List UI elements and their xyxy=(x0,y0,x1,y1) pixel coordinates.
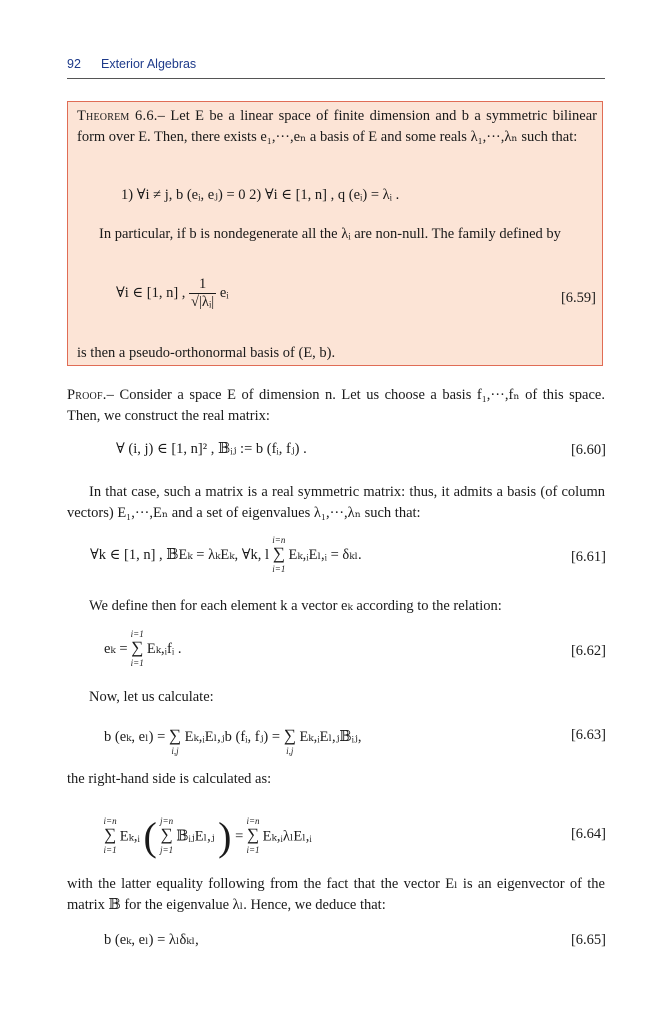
eq63-part-b: Eₖ,ᵢEₗ,ⱼb (fᵢ, fⱼ) = xyxy=(184,729,281,745)
sum-symbol: ∑ i=n i=1 xyxy=(103,816,117,856)
theorem-equation-6-59 xyxy=(116,276,229,311)
sum-lower-limit: i=1 xyxy=(103,845,117,856)
equation-6-61 xyxy=(90,535,362,574)
sum-symbol: ∑ i=1 i=1 xyxy=(130,629,144,668)
proof-text-1: Consider a space E of dimension n. Let us choose a basis f₁,···,fₙ of this space. Then, we construct the real matrix: xyxy=(67,387,605,424)
sum-upper-limit: i=n xyxy=(103,816,117,827)
equation-tag-6-62: [6.62] xyxy=(570,643,606,659)
sum-lower-limit: i=1 xyxy=(246,845,260,856)
sum-lower-limit: j=1 xyxy=(160,845,174,856)
equation-6-63 xyxy=(104,726,362,756)
eq64-part-c: = xyxy=(235,828,244,845)
sum-upper-limit: i=1 xyxy=(130,629,144,639)
eq61-left: ∀k ∈ [1, n] , 𝔹Eₖ = λₖEₖ, ∀k, l xyxy=(90,547,270,563)
eq61-right: Eₖ,ᵢEₗ,ᵢ = δₖₗ. xyxy=(288,547,362,563)
theorem-equation-1: 1) ∀i ≠ j, b (eᵢ, eⱼ) = 0 2) ∀i ∈ [1, n] , q (eᵢ) = λᵢ . xyxy=(121,187,400,203)
equation-tag-6-61: [6.61] xyxy=(570,549,606,565)
sum-upper-limit: j=n xyxy=(160,816,174,827)
eq59-fraction xyxy=(189,276,216,311)
proof-para-3: We define then for each element k a vector eₖ according to the relation: xyxy=(89,598,502,614)
eq62-right: Eₖ,ᵢfᵢ . xyxy=(146,641,182,657)
equation-tag-6-63: [6.63] xyxy=(570,727,606,743)
eq63-part-a: b (eₖ, eₗ) = xyxy=(104,729,166,745)
proof-para-2: In that case, such a matrix is a real symmetric matrix: thus, it admits a basis (of column vectors) E₁,···,Eₙ and a set of eigenvalues λ₁,···,λₙ such that: xyxy=(67,484,605,521)
equation-6-65: b (eₖ, eₗ) = λₗδₖₗ, xyxy=(104,932,199,948)
theorem-para-2: In particular, if b is nondegenerate all the λᵢ are non-null. The family defined by xyxy=(99,226,561,242)
equation-6-64 xyxy=(103,814,312,859)
right-paren: ) xyxy=(218,814,232,859)
theorem-statement xyxy=(77,106,597,148)
theorem-label: Theorem 6.6.– xyxy=(77,108,166,124)
running-header xyxy=(67,57,605,79)
eq64-part-d: Eₖ,ᵢλₗEₗ,ᵢ xyxy=(262,828,312,845)
eq63-part-c: Eₖ,ᵢEₗ,ⱼ𝔹ᵢⱼ, xyxy=(299,729,362,745)
sum-upper-limit: i=n xyxy=(272,535,286,545)
sum-lower-limit: i,j xyxy=(286,746,294,756)
theorem-para-3: is then a pseudo-orthonormal basis of (E, b). xyxy=(77,345,336,361)
sum-symbol: ∑ i,j xyxy=(168,726,182,756)
eq64-part-a: Eₖ,ᵢ xyxy=(119,828,140,845)
sum-symbol: ∑ i=n i=1 xyxy=(272,535,286,574)
header-rule xyxy=(67,78,605,79)
eq59-rhs: eᵢ xyxy=(219,284,229,301)
proof-para-6: with the latter equality following from the fact that the vector Eₗ is an eigenvector of the matrix 𝔹 for the eigenvalue λₗ. Hence, we deduce that: xyxy=(67,876,605,913)
eq59-lhs: ∀i ∈ [1, n] , xyxy=(116,284,186,301)
theorem-box xyxy=(67,101,603,366)
equation-6-62 xyxy=(104,629,182,668)
eq59-numerator: 1 xyxy=(189,276,216,294)
equation-tag-6-65: [6.65] xyxy=(570,932,606,948)
eq59-denominator: √|λᵢ| xyxy=(191,294,215,310)
proof-label: Proof.– xyxy=(67,387,115,403)
equation-tag-6-64: [6.64] xyxy=(570,826,606,842)
sum-symbol: ∑ i,j xyxy=(283,726,296,756)
proof-para-4: Now, let us calculate: xyxy=(89,689,214,705)
left-paren: ( xyxy=(143,814,157,859)
equation-tag-6-60: [6.60] xyxy=(570,442,606,458)
sum-lower-limit: i=1 xyxy=(272,564,286,574)
proof-para-5: the right-hand side is calculated as: xyxy=(67,771,272,787)
sum-upper-limit: i=n xyxy=(246,816,260,827)
eq64-part-b: 𝔹ᵢⱼEₗ,ⱼ xyxy=(176,828,215,845)
running-title: Exterior Algebras xyxy=(101,57,197,71)
equation-tag-6-59: [6.59] xyxy=(560,290,596,306)
theorem-para-1: Let E be a linear space of finite dimension and b a symmetric bilinear form over E. Then, there exists e₁,···,eₙ a basis of E and some reals λ₁,···,λₙ such that: xyxy=(77,108,597,145)
page-number: 92 xyxy=(67,57,81,71)
eq62-left: eₖ = xyxy=(104,641,128,657)
equation-6-60: ∀ (i, j) ∈ [1, n]² , 𝔹ᵢⱼ := b (fᵢ, fⱼ) . xyxy=(116,441,307,457)
proof-para-1 xyxy=(67,385,605,427)
sum-symbol: ∑ j=n j=1 xyxy=(160,816,174,856)
sum-lower-limit: i,j xyxy=(171,746,179,756)
sum-symbol: ∑ i=n i=1 xyxy=(246,816,260,856)
sum-lower-limit: i=1 xyxy=(130,658,144,668)
